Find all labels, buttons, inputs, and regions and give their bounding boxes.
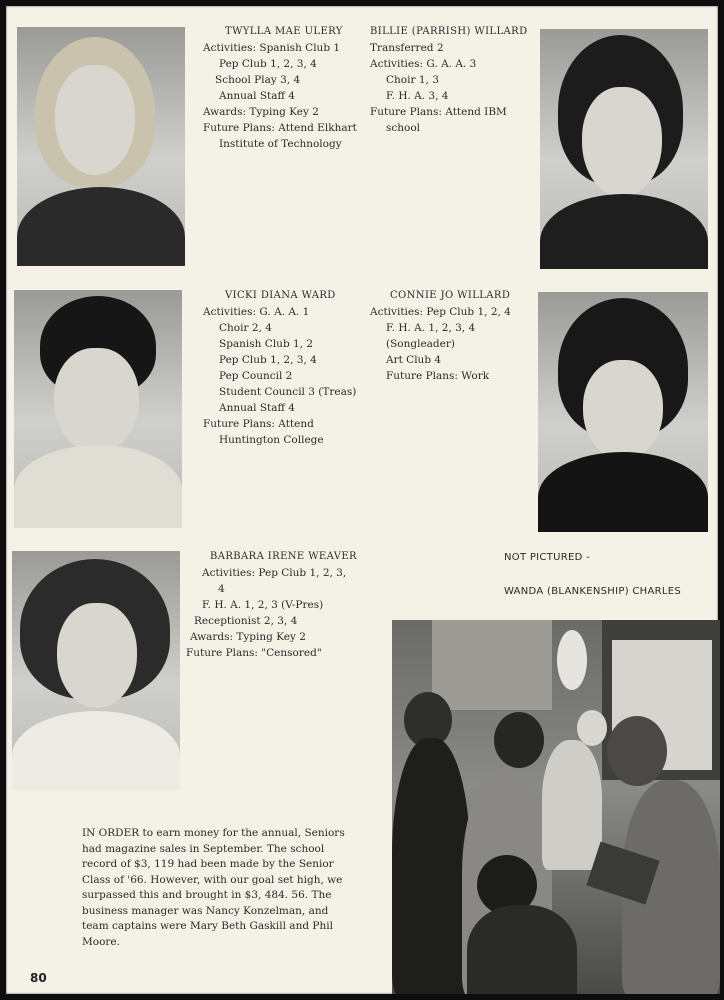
bio-line: school <box>386 122 421 134</box>
yearbook-page <box>6 6 718 994</box>
not-pictured-heading: NOT PICTURED - <box>504 552 590 563</box>
bio-line: Pep Club 1, 2, 3, 4 <box>219 354 317 366</box>
portrait-connie-willard <box>538 292 708 532</box>
bio-line: F. H. A. 1, 2, 3 (V-Pres) <box>202 599 324 611</box>
bio-line: Future Plans: Attend <box>203 418 314 430</box>
bio-billie-willard <box>370 24 527 136</box>
bio-line: 4 <box>218 583 225 595</box>
bio-line: Activities: Spanish Club 1 <box>203 42 341 54</box>
bio-line: Pep Club 1, 2, 3, 4 <box>219 58 317 70</box>
senior-name: TWYLLA MAE ULERY <box>225 26 343 37</box>
bio-twylla-ulery <box>203 24 357 152</box>
bio-line: Student Council 3 (Treas) <box>219 386 357 398</box>
bio-line: Art Club 4 <box>386 354 442 366</box>
bio-line: F. H. A. 1, 2, 3, 4 <box>386 322 476 334</box>
senior-name: CONNIE JO WILLARD <box>390 290 511 301</box>
bio-connie-willard <box>370 288 511 384</box>
bio-line: Institute of Technology <box>219 138 342 150</box>
bio-line: Activities: G. A. A. 1 <box>203 306 310 318</box>
bio-line: Awards: Typing Key 2 <box>190 631 306 643</box>
bio-vicki-ward <box>203 288 356 448</box>
bio-line: Future Plans: Work <box>386 370 490 382</box>
bio-line: Choir 2, 4 <box>219 322 272 334</box>
bio-line: Transferred 2 <box>370 42 444 54</box>
bio-line: Future Plans: Attend IBM <box>370 106 507 118</box>
senior-name: BILLIE (PARRISH) WILLARD <box>370 26 528 37</box>
bio-line: Activities: Pep Club 1, 2, 3, <box>202 567 347 579</box>
portrait-twylla-ulery <box>17 27 185 266</box>
bio-line: Activities: G. A. A. 3 <box>370 58 477 70</box>
bio-line: Spanish Club 1, 2 <box>219 338 314 350</box>
senior-name: VICKI DIANA WARD <box>225 290 336 301</box>
not-pictured-name: WANDA (BLANKENSHIP) CHARLES <box>504 586 682 597</box>
portrait-vicki-ward <box>14 290 182 528</box>
bio-line: Annual Staff 4 <box>219 402 295 414</box>
bio-line: Activities: Pep Club 1, 2, 4 <box>370 306 511 318</box>
photo-caption: IN ORDER to earn money for the annual, Seniors had magazine sales in September. The school record of $3, 119 had been made by the Senior Class of '66. However, with our goal set high, we surpassed this and brought in $3, 484. 56. The business manager was Nancy Konzelman, and team captains were Mary Beth Gaskill and Phil Moore. <box>82 827 345 948</box>
bio-line: Huntington College <box>219 434 324 446</box>
bio-line: (Songleader) <box>386 338 455 350</box>
bio-line: Choir 1, 3 <box>386 74 439 86</box>
bio-line: Annual Staff 4 <box>219 90 295 102</box>
page-number: 80 <box>30 971 47 985</box>
bio-line: F. H. A. 3, 4 <box>386 90 449 102</box>
portrait-barbara-weaver <box>12 551 180 791</box>
bio-line: Receptionist 2, 3, 4 <box>194 615 298 627</box>
bio-line: Awards: Typing Key 2 <box>203 106 319 118</box>
bio-line: Future Plans: "Censored" <box>186 647 322 659</box>
portrait-billie-willard <box>540 29 708 269</box>
bio-line: Pep Council 2 <box>219 370 293 382</box>
bio-barbara-weaver <box>186 549 357 661</box>
senior-name: BARBARA IRENE WEAVER <box>210 551 357 562</box>
bio-line: School Play 3, 4 <box>215 74 301 86</box>
bio-line: Future Plans: Attend Elkhart <box>203 122 357 134</box>
magazine-sales-photo <box>392 620 720 994</box>
